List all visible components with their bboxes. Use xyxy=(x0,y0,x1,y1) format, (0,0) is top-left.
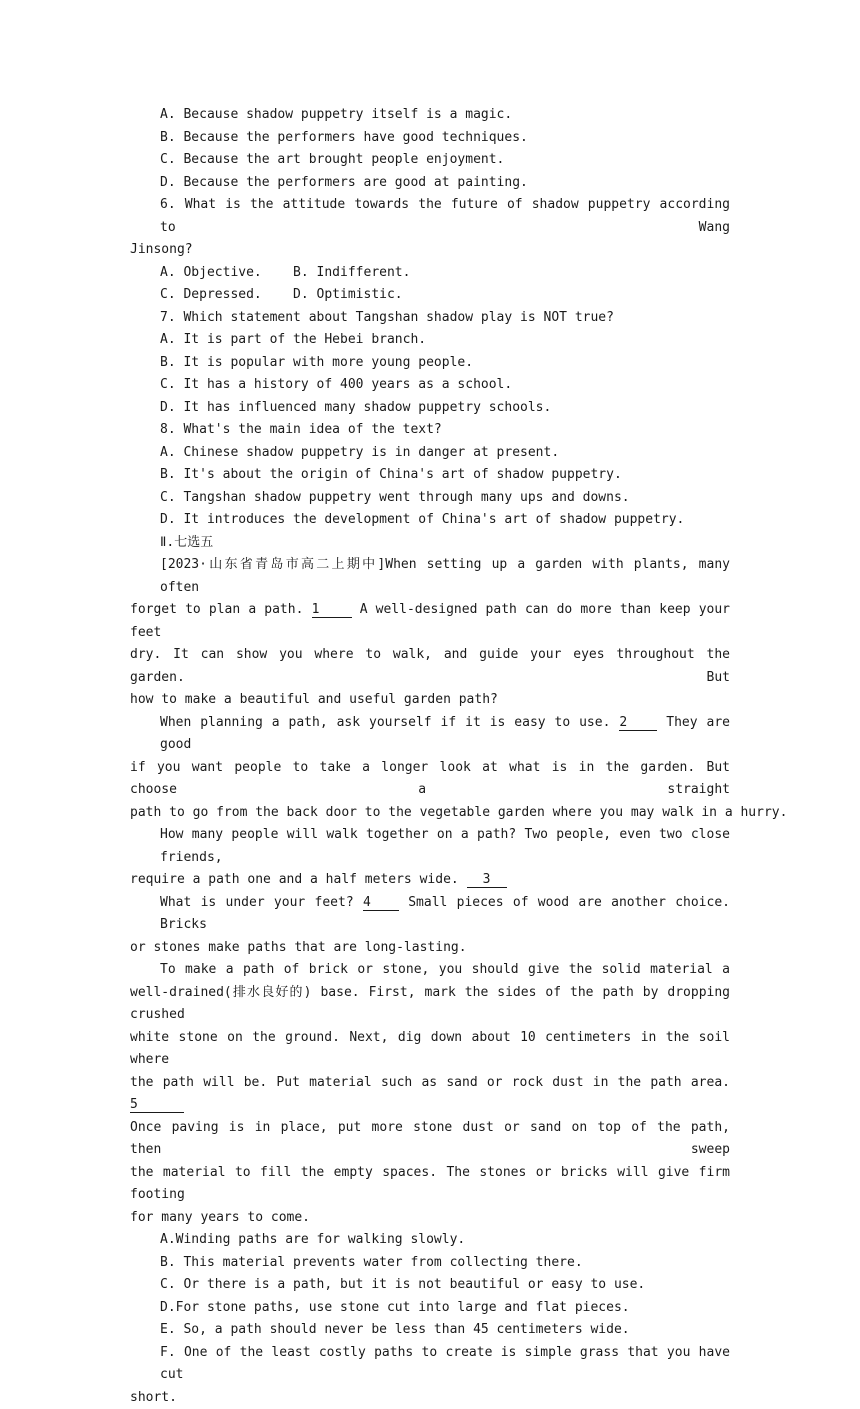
text-span: Small pieces of wood are another choice. Bricks xyxy=(160,895,730,933)
passage-p5-line7: for many years to come. xyxy=(130,1207,730,1230)
passage-p5-line5: Once paving is in place, put more stone dust or sand on top of the path, then sweep xyxy=(130,1117,730,1162)
q8-stem: 8. What's the main idea of the text? xyxy=(130,419,730,442)
option-f: F. One of the least costly paths to create is simple grass that you have cut xyxy=(130,1342,730,1387)
q7-option-c: C. It has a history of 400 years as a school. xyxy=(130,374,730,397)
option-a: A.Winding paths are for walking slowly. xyxy=(130,1229,730,1252)
answer-blank-3[interactable]: 3 xyxy=(467,872,507,888)
text-span: require a path one and a half meters wide. xyxy=(130,872,467,887)
text-span: What is under your feet? xyxy=(160,895,363,910)
q7-option-b: B. It is popular with more young people. xyxy=(130,352,730,375)
q7-option-a: A. It is part of the Hebei branch. xyxy=(130,329,730,352)
text-span: the path will be. Put material such as sand or rock dust in the path area. xyxy=(130,1075,730,1090)
option-c: C. Or there is a path, but it is not beautiful or easy to use. xyxy=(130,1274,730,1297)
document-page xyxy=(130,104,730,1409)
option-b: B. This material prevents water from collecting there. xyxy=(130,1252,730,1275)
option-d: D.For stone paths, use stone cut into large and flat pieces. xyxy=(130,1297,730,1320)
q8-option-a: A. Chinese shadow puppetry is in danger at present. xyxy=(130,442,730,465)
passage-p3-line1: How many people will walk together on a path? Two people, even two close friends, xyxy=(130,824,730,869)
answer-blank-4[interactable]: 4 xyxy=(363,895,399,911)
q7-stem: 7. Which statement about Tangshan shadow play is NOT true? xyxy=(130,307,730,330)
passage-p4-line1 xyxy=(130,892,730,937)
q8-option-c: C. Tangshan shadow puppetry went through many ups and downs. xyxy=(130,487,730,510)
passage-p1-line3: dry. It can show you where to walk, and guide your eyes throughout the garden. But xyxy=(130,644,730,689)
q6-stem-cont: Jinsong? xyxy=(130,239,730,262)
passage-p1-line2 xyxy=(130,599,730,644)
q8-option-b: B. It's about the origin of China's art of shadow puppetry. xyxy=(130,464,730,487)
passage-p1-line4: how to make a beautiful and useful garden path? xyxy=(130,689,730,712)
q6-options-row2: C. Depressed. D. Optimistic. xyxy=(130,284,730,307)
q6-stem: 6. What is the attitude towards the future of shadow puppetry according to Wang xyxy=(130,194,730,239)
section-heading: Ⅱ.七选五 xyxy=(130,532,730,555)
option-f-cont: short. xyxy=(130,1387,730,1409)
q8-option-d: D. It introduces the development of China's art of shadow puppetry. xyxy=(130,509,730,532)
passage-p5-line4 xyxy=(130,1072,730,1117)
answer-blank-2[interactable]: 2 xyxy=(619,715,657,731)
answer-blank-1[interactable]: 1 xyxy=(312,602,352,618)
q5-option-a: A. Because shadow puppetry itself is a magic. xyxy=(130,104,730,127)
passage-p2-line1 xyxy=(130,712,730,757)
passage-p1-line1: [2023·山东省青岛市高二上期中]When setting up a garden with plants, many often xyxy=(130,554,730,599)
q5-option-b: B. Because the performers have good techniques. xyxy=(130,127,730,150)
passage-p3-line2 xyxy=(130,869,730,892)
passage-p2-line2: if you want people to take a longer look at what is in the garden. But choose a straight xyxy=(130,757,730,802)
passage-p5-line1: To make a path of brick or stone, you should give the solid material a xyxy=(130,959,730,982)
passage-p5-line6: the material to fill the empty spaces. The stones or bricks will give firm footing xyxy=(130,1162,730,1207)
q7-option-d: D. It has influenced many shadow puppetry schools. xyxy=(130,397,730,420)
answer-blank-5[interactable]: 5 xyxy=(130,1097,184,1113)
passage-p5-line3: white stone on the ground. Next, dig down about 10 centimeters in the soil where xyxy=(130,1027,730,1072)
passage-p5-line2: well-drained(排水良好的) base. First, mark the sides of the path by dropping crushed xyxy=(130,982,730,1027)
text-span: When planning a path, ask yourself if it is easy to use. xyxy=(160,715,619,730)
text-span: They are good xyxy=(160,715,730,753)
passage-p2-line3: path to go from the back door to the vegetable garden where you may walk in a hurry. xyxy=(130,802,730,825)
text-span: forget to plan a path. xyxy=(130,602,312,617)
q6-options-row1: A. Objective. B. Indifferent. xyxy=(130,262,730,285)
option-e: E. So, a path should never be less than 45 centimeters wide. xyxy=(130,1319,730,1342)
q5-option-d: D. Because the performers are good at painting. xyxy=(130,172,730,195)
q5-option-c: C. Because the art brought people enjoyment. xyxy=(130,149,730,172)
text-span: A well-designed path can do more than keep your feet xyxy=(130,602,730,640)
passage-p4-line2: or stones make paths that are long-lasting. xyxy=(130,937,730,960)
